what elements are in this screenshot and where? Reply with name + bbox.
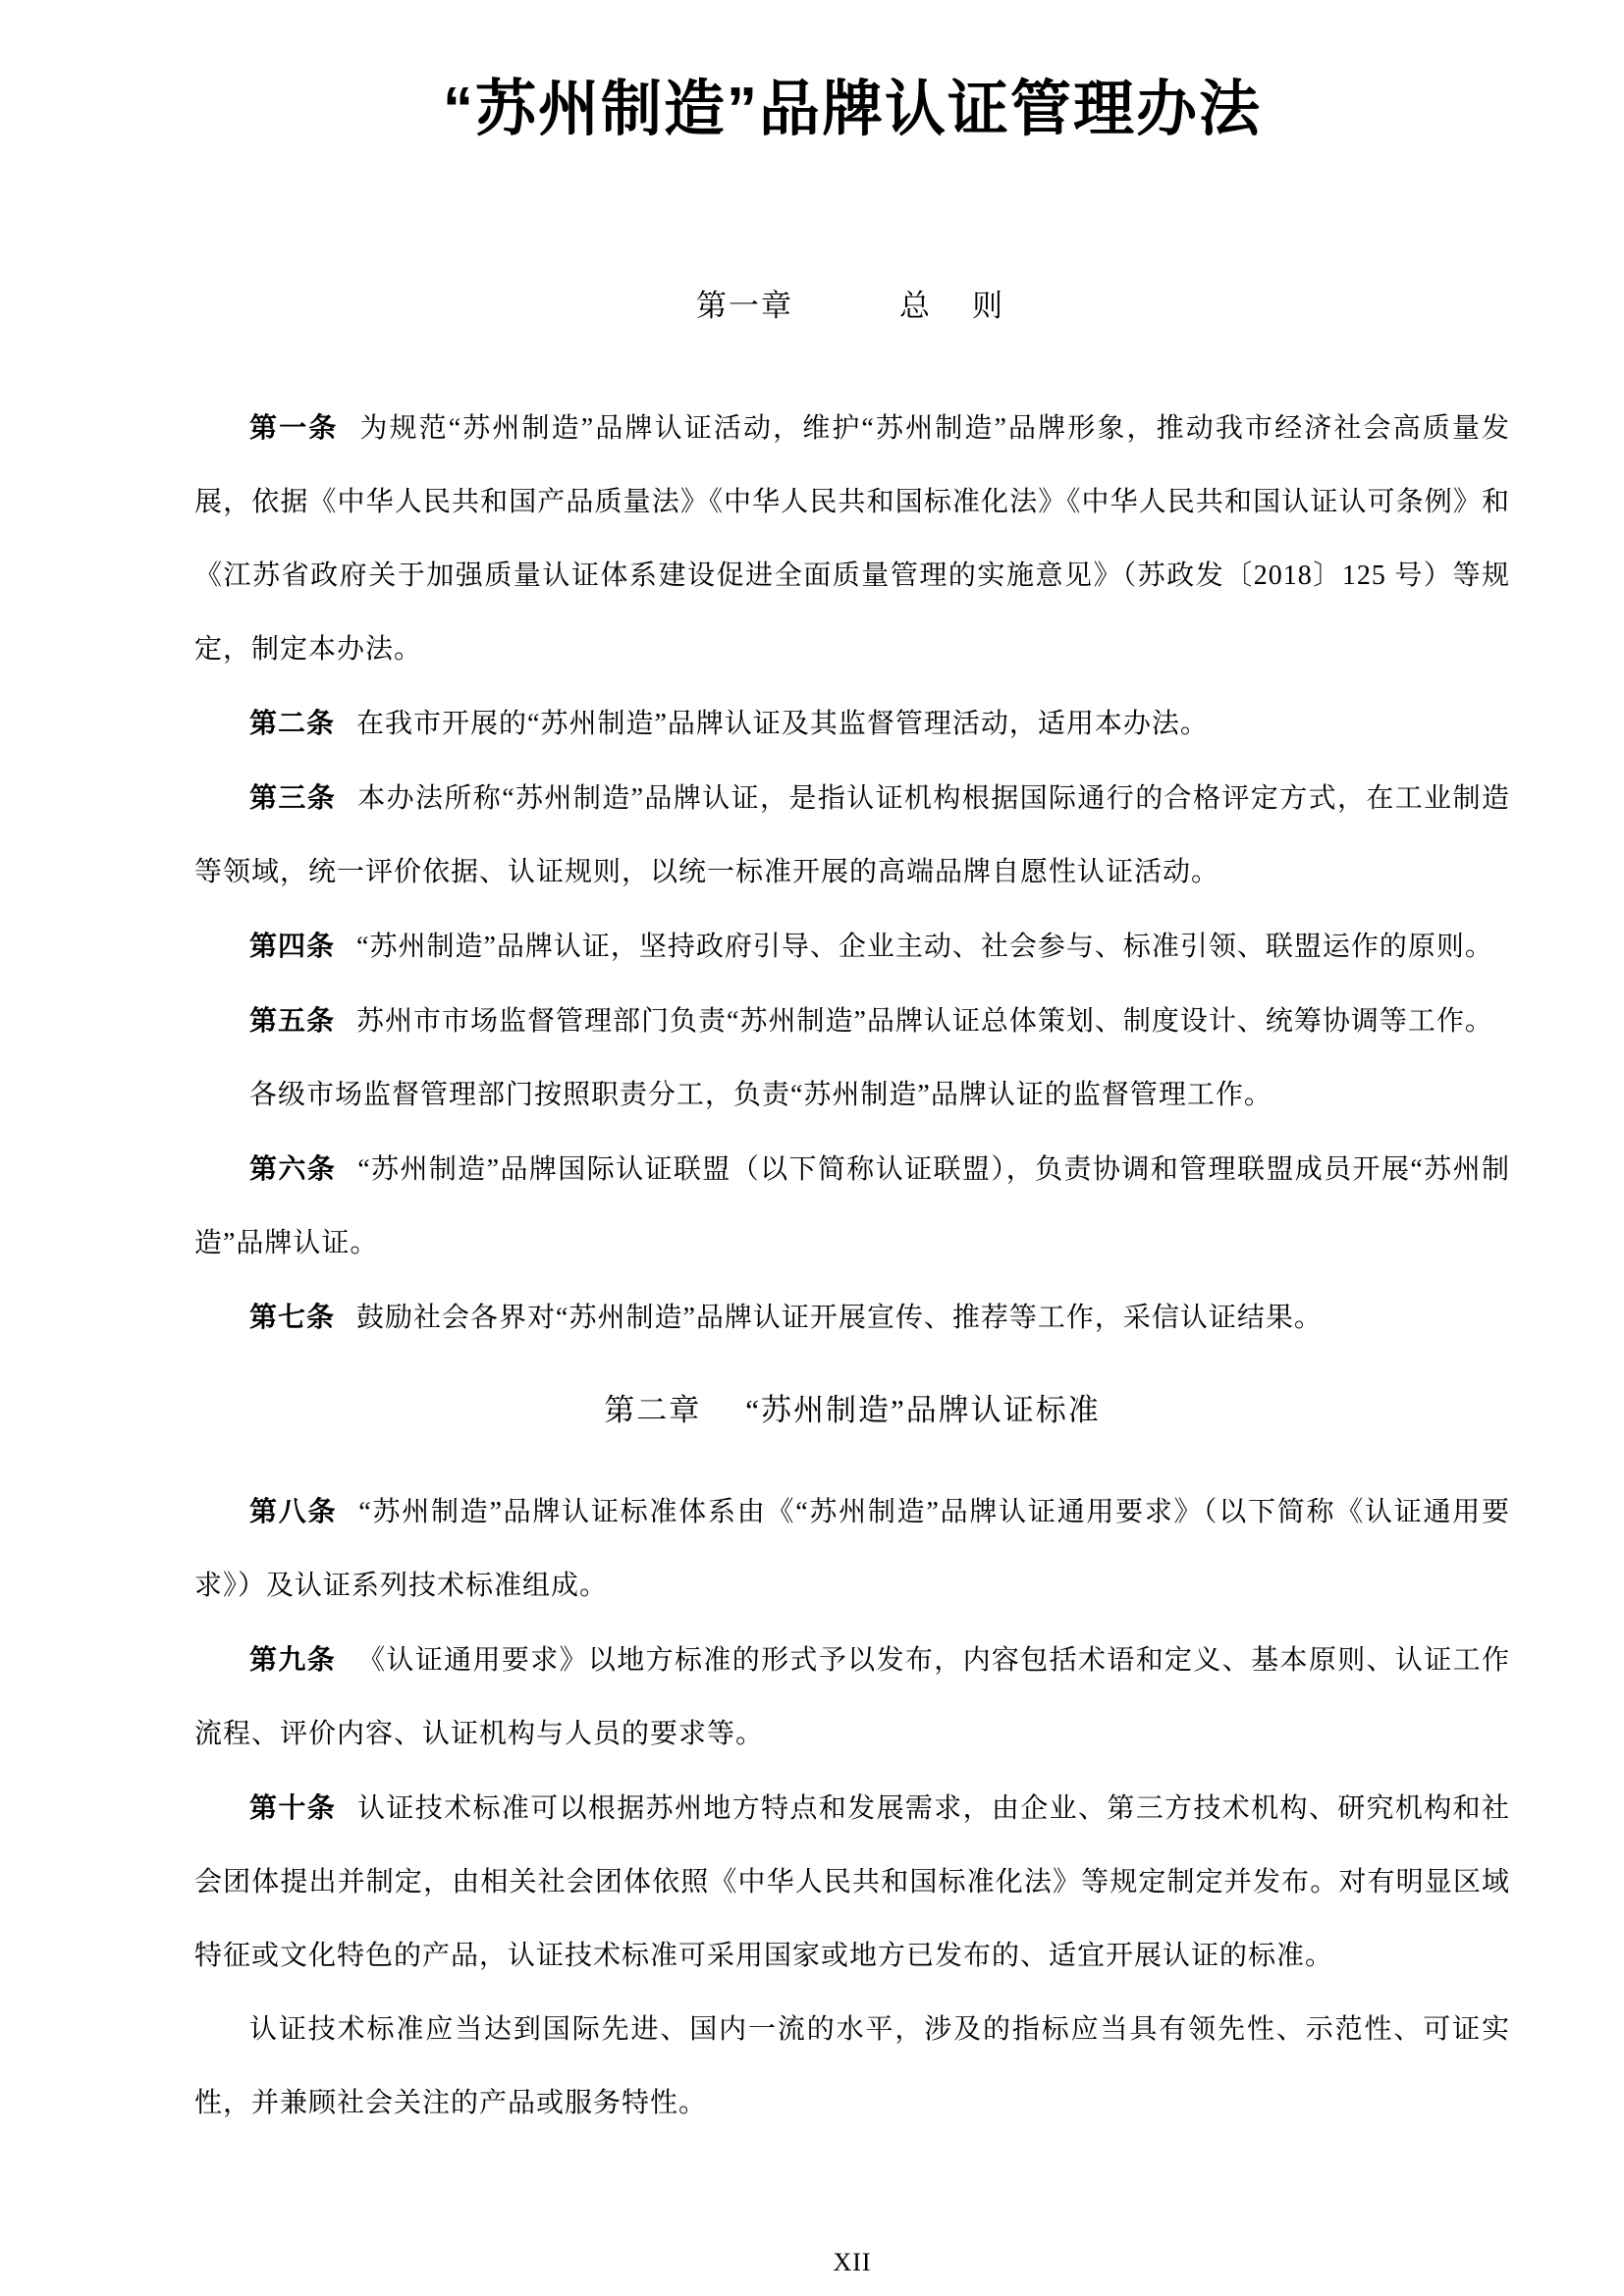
- article-7-label: 第七条: [249, 1302, 336, 1332]
- chapter-1-title: 总 则: [899, 289, 1008, 323]
- chapter-1-section: [194, 287, 1510, 1355]
- article-5-continuation-text: 各级市场监督管理部门按照职责分工，负责“苏州制造”品牌认证的监督管理工作。: [249, 1080, 1272, 1110]
- page-number: XII: [833, 2248, 872, 2276]
- article-9-label: 第九条: [249, 1644, 337, 1675]
- chapter-1-heading: [194, 287, 1510, 326]
- chapter-1-number: 第一章: [696, 289, 793, 323]
- article-1-label: 第一条: [249, 412, 339, 443]
- article-5-paragraph: [194, 984, 1510, 1058]
- article-5-label: 第五条: [249, 1005, 336, 1036]
- article-9-text: 《认证通用要求》以地方标准的形式予以发布，内容包括术语和定义、基本原则、认证工作流程、评价内容、认证机构与人员的要求等。: [194, 1645, 1510, 1749]
- article-2-paragraph: [194, 686, 1510, 761]
- chapter-2-section: [194, 1391, 1510, 2140]
- article-7-paragraph: [194, 1280, 1510, 1355]
- article-10-continuation-text: 认证技术标准应当达到国际先进、国内一流的水平，涉及的指标应当具有领先性、示范性、可证实性，并兼顾社会关注的产品或服务特性。: [194, 2014, 1510, 2118]
- article-6-paragraph: [194, 1132, 1510, 1280]
- article-4-paragraph: [194, 909, 1510, 984]
- chapter-2-number: 第二章: [604, 1393, 702, 1427]
- article-5-text: 苏州市市场监督管理部门负责“苏州制造”品牌认证总体策划、制度设计、统筹协调等工作。: [356, 1006, 1493, 1037]
- article-3-text: 本办法所称“苏州制造”品牌认证，是指认证机构根据国际通行的合格评定方式，在工业制造等领域，统一评价依据、认证规则，以统一标准开展的高端品牌自愿性认证活动。: [194, 783, 1510, 887]
- chapter-2-heading: [194, 1391, 1510, 1430]
- article-2-label: 第二条: [249, 708, 336, 738]
- article-9-paragraph: [194, 1623, 1510, 1771]
- article-2-text: 在我市开展的“苏州制造”品牌认证及其监督管理活动，适用本办法。: [356, 709, 1209, 739]
- article-6-text: “苏州制造”品牌国际认证联盟（以下简称认证联盟），负责协调和管理联盟成员开展“苏州制造”品牌认证。: [194, 1154, 1510, 1258]
- article-8-paragraph: [194, 1474, 1510, 1623]
- article-6-label: 第六条: [249, 1153, 337, 1184]
- article-4-text: “苏州制造”品牌认证，坚持政府引导、企业主动、社会参与、标准引领、联盟运作的原则。: [356, 932, 1493, 962]
- article-8-text: “苏州制造”品牌认证标准体系由《“苏州制造”品牌认证通用要求》（以下简称《认证通用要求》）及认证系列技术标准组成。: [194, 1497, 1510, 1601]
- article-1-paragraph: [194, 391, 1510, 686]
- article-3-paragraph: [194, 761, 1510, 909]
- article-8-label: 第八条: [249, 1496, 338, 1526]
- document-title: “苏州制造”品牌认证管理办法: [442, 76, 1262, 143]
- chapter-2-title: “苏州制造”品牌认证标准: [745, 1393, 1101, 1427]
- article-5-continuation-paragraph: [194, 1058, 1510, 1132]
- article-10-continuation-paragraph: [194, 1993, 1510, 2140]
- article-1-text: 为规范“苏州制造”品牌认证活动，维护“苏州制造”品牌形象，推动我市经济社会高质量发展，依据《中华人民共和国产品质量法》《中华人民共和国标准化法》《中华人民共和国认证认可条例》和《江苏省政府关于加强质量认证体系建设促进全面质量管理的实施意见》（苏政发〔2018〕125 号）等规定，制定本办法。: [194, 413, 1510, 665]
- article-3-label: 第三条: [249, 782, 337, 813]
- article-10-paragraph: [194, 1771, 1510, 1993]
- document-content: [194, 61, 1510, 2140]
- article-10-text: 认证技术标准可以根据苏州地方特点和发展需求，由企业、第三方技术机构、研究机构和社会团体提出并制定，由相关社会团体依照《中华人民共和国标准化法》等规定制定并发布。对有明显区域特征或文化特色的产品，认证技术标准可采用国家或地方已发布的、适宜开展认证的标准。: [194, 1793, 1510, 1971]
- article-10-label: 第十条: [249, 1792, 337, 1823]
- article-4-label: 第四条: [249, 931, 336, 961]
- article-7-text: 鼓励社会各界对“苏州制造”品牌认证开展宣传、推荐等工作，采信认证结果。: [356, 1303, 1323, 1333]
